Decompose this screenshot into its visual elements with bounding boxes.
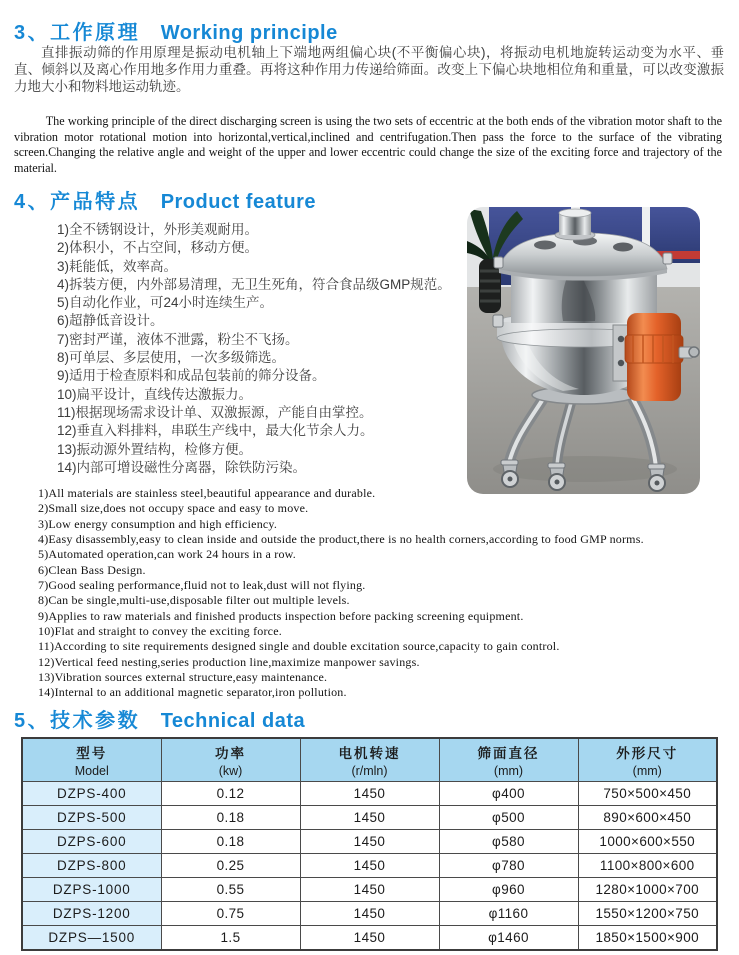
feature-item-en: 1)All materials are stainless steel,beautiful appearance and durable. [38,486,376,500]
table-row [22,830,717,854]
table-header-cell [22,738,161,782]
inlet-spout [555,209,595,240]
feature-item-zh: 11)根据现场需求设计单、双激振源，产能自由掌控。 [57,404,373,420]
heading-technical-data-zh: 5、技术参数 [14,710,141,732]
cell-power: 0.12 [161,782,300,806]
table-header-sub: (mm) [632,764,662,778]
table-row [22,926,717,951]
table-header-sub: (mm) [493,764,524,778]
cell-motor-speed: 1450 [300,854,439,878]
feature-item-zh: 4)拆装方便，内外部易清理，无卫生死角，符合食品级GMP规范。 [57,276,451,292]
table-header-sub: (r/mln) [351,764,388,778]
table-row [22,878,717,902]
table-header-sub: Model [74,764,109,778]
feature-item-en: 11)According to site requirements designed single and double excitation source,capacity to gain control. [38,639,560,654]
feature-list-en [38,486,644,701]
feature-item-zh: 8)可单层、多层使用，一次多级筛选。 [57,350,286,366]
feature-item-en: 10)Flat and straight to convey the exciting force. [38,624,282,639]
feature-item-zh: 9)适用于检查原料和成品包装前的筛分设备。 [57,368,326,384]
feature-item-en: 14)Internal to an additional magnetic separator,iron pollution. [38,685,347,700]
feature-item-zh: 14)内部可增设磁性分离器，除铁防污染。 [57,459,307,475]
product-photo-illustration [467,207,700,494]
technical-data-table [21,737,718,951]
feature-item-zh: 7)密封严谨，液体不泄露，粉尘不飞扬。 [57,331,299,347]
feature-item-en: 5)Automated operation,can work 24 hours in a row. [38,547,296,562]
cell-model: DZPS-400 [22,782,161,806]
table-header-row [22,738,717,782]
cell-power: 1.5 [161,926,300,951]
table-header-zh: 功率 [215,746,246,761]
cell-model: DZPS-1200 [22,902,161,926]
table-row [22,806,717,830]
feature-item-zh: 12)垂直入料排料，串联生产线中，最大化节余人力。 [57,423,374,439]
feature-item-zh: 1)全不锈钢设计，外形美观耐用。 [57,222,259,237]
cell-motor-speed: 1450 [300,902,439,926]
heading-product-feature [14,185,316,214]
cell-model: DZPS-1000 [22,878,161,902]
cell-screen-diameter: φ500 [439,806,578,830]
feature-list-zh [57,221,451,477]
table-header-cell [578,738,717,782]
feature-item-en: 12)Vertical feed nesting,series production line,maximize manpower savings. [38,654,420,669]
cell-motor-speed: 1450 [300,830,439,854]
feature-item-zh: 10)扁平设计，直线传达激振力。 [57,386,253,402]
product-photo [467,207,700,494]
cell-power: 0.18 [161,830,300,854]
heading-technical-data [14,704,305,733]
cell-motor-speed: 1450 [300,878,439,902]
heading-product-feature-en: Product feature [160,191,316,213]
table-header-cell [439,738,578,782]
heading-working-principle [14,16,338,45]
table-header-sub: (kw) [218,764,243,778]
cell-model: DZPS—1500 [22,926,161,951]
cell-dimensions: 1000×600×550 [578,830,717,854]
cell-dimensions: 1100×800×600 [578,854,717,878]
feature-item-zh: 3)耗能低，效率高。 [57,258,178,274]
cell-dimensions: 750×500×450 [578,782,717,806]
table-header-zh: 电机转速 [338,746,401,761]
feature-item-en: 2)Small size,does not occupy space and easy to move. [38,501,309,516]
cell-screen-diameter: φ1160 [439,902,578,926]
table-row [22,902,717,926]
feature-item-en: 6)Clean Bass Design. [38,562,146,577]
cell-dimensions: 890×600×450 [578,806,717,830]
working-principle-paragraph-en: The working principle of the direct discharging screen is using the two sets of eccentric at the both ends of the vibration motor shaft to the vibration motor rotational motion into horizontal,vertical,inclined and centrifugation.Then pass the force to the surface of the vibrating screen.Changing the relative angle and weight of the upper and lower eccentric could change the size of the exciting force and trajectory of the material. [14,114,722,175]
heading-product-feature-zh: 4、产品特点 [14,191,141,213]
cell-motor-speed: 1450 [300,782,439,806]
cell-power: 0.55 [161,878,300,902]
feature-item-zh: 6)超静低音设计。 [57,313,164,329]
feature-item-en: 8)Can be single,multi-use,disposable filter out multiple levels. [38,593,350,608]
heading-working-principle-zh: 3、工作原理 [14,22,141,44]
cell-model: DZPS-600 [22,830,161,854]
caster-right [648,464,665,491]
cell-motor-speed: 1450 [300,806,439,830]
cell-screen-diameter: φ960 [439,878,578,902]
cell-motor-speed: 1450 [300,926,439,951]
heading-technical-data-en: Technical data [160,710,306,732]
heading-working-principle-en: Working principle [160,22,338,44]
feature-item-zh: 13)振动源外置结构，检修方便。 [57,441,253,457]
cell-dimensions: 1850×1500×900 [578,926,717,951]
cell-dimensions: 1550×1200×750 [578,902,717,926]
caster-left [501,460,518,487]
feature-item-en: 13)Vibration sources external structure,easy maintenance. [38,670,328,685]
cell-screen-diameter: φ780 [439,854,578,878]
table-row [22,854,717,878]
table-header-zh: 筛面直径 [477,746,540,761]
cell-model: DZPS-800 [22,854,161,878]
table-header-cell [300,738,439,782]
cell-screen-diameter: φ580 [439,830,578,854]
table-row [22,782,717,806]
cell-model: DZPS-500 [22,806,161,830]
feature-item-en: 7)Good sealing performance,fluid not to leak,dust will not flying. [38,578,366,593]
feature-item-en: 4)Easy disassembly,easy to clean inside and outside the product,there is no health corners,according to food GMP norms. [38,532,644,547]
cell-power: 0.18 [161,806,300,830]
table-header-zh: 型号 [76,746,108,761]
feature-item-zh: 2)体积小，不占空间，移动方便。 [57,240,259,256]
table-header-zh: 外形尺寸 [616,746,679,761]
feature-item-en: 9)Applies to raw materials and finished products inspection before packing screening equipment. [38,608,524,623]
cell-power: 0.75 [161,902,300,926]
table-header-cell [161,738,300,782]
cell-screen-diameter: φ1460 [439,926,578,951]
cell-screen-diameter: φ400 [439,782,578,806]
working-principle-paragraph-zh: 直排振动筛的作用原理是振动电机轴上下端地两组偏心块(不平衡偏心块)，将振动电机地旋转运动变为水平、垂直、倾斜以及离心作用地多作用力重叠。再将这种作用力传递给筛面。改变上下偏心块地相位角和重量，可以改变激振力地大小和物料地运动轨迹。 [14,45,724,94]
feature-item-zh: 5)自动化作业，可24小时连续生产。 [57,295,274,311]
feature-item-en: 3)Low energy consumption and high efficiency. [38,516,278,531]
cell-power: 0.25 [161,854,300,878]
cell-dimensions: 1280×1000×700 [578,878,717,902]
